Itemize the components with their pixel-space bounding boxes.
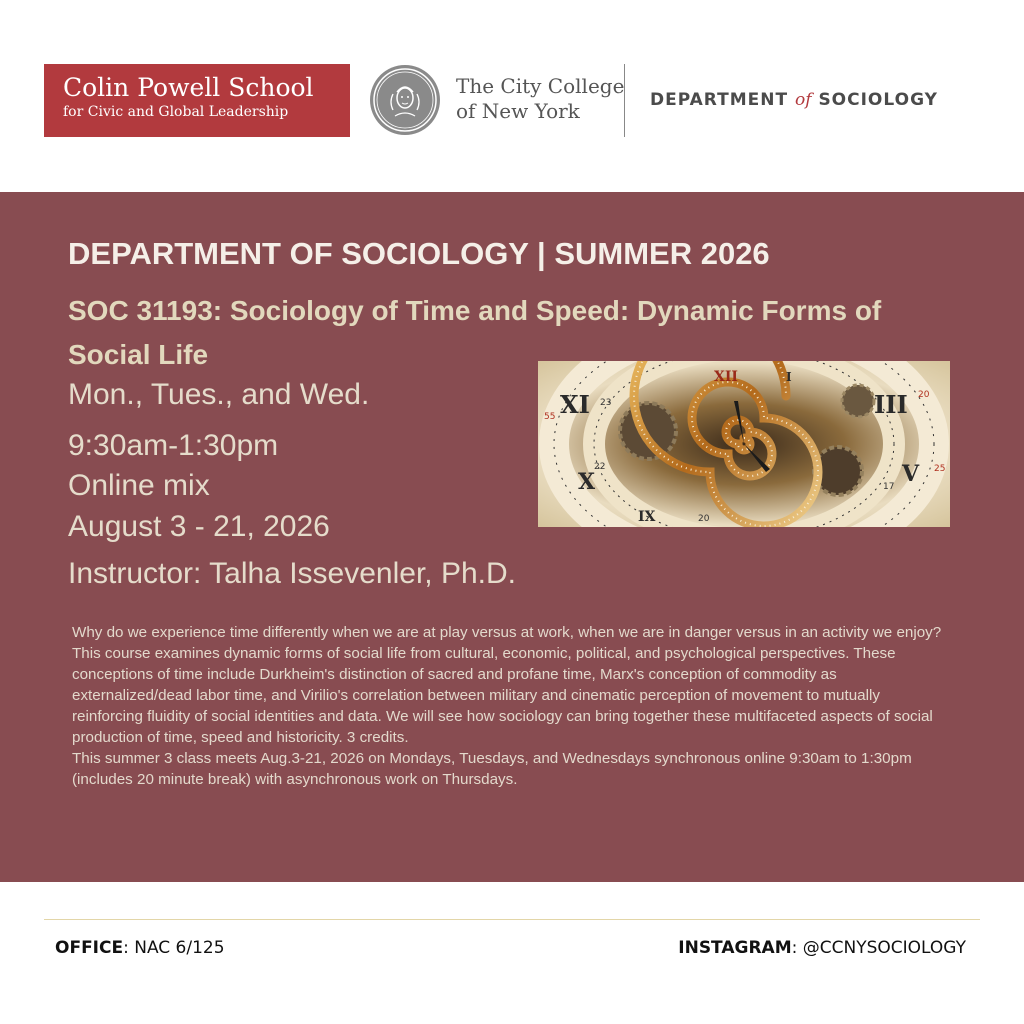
course-dates: August 3 - 21, 2026 [68, 510, 330, 543]
course-panel [0, 192, 1024, 882]
header-divider [624, 64, 625, 137]
ccny-seal-icon [369, 64, 441, 136]
office-value: : NAC 6/125 [123, 938, 225, 958]
spiral-clock-image [538, 361, 950, 527]
svg-text:55: 55 [544, 412, 556, 422]
svg-text:20: 20 [698, 514, 710, 524]
office-label: OFFICE [55, 938, 124, 958]
instagram-label: INSTAGRAM [678, 938, 792, 958]
svg-text:V: V [902, 461, 920, 487]
colin-powell-school-logo [44, 64, 350, 137]
panel-heading: DEPARTMENT OF SOCIOLOGY | SUMMER 2026 [68, 236, 770, 271]
course-time: 9:30am-1:30pm [68, 429, 279, 462]
svg-text:III: III [874, 390, 908, 419]
department-connector: of [794, 90, 812, 110]
instagram-handle: : @CCNYSOCIOLOGY [791, 938, 966, 958]
course-days: Mon., Tues., and Wed. [68, 378, 370, 411]
description-paragraph-1: Why do we experience time differently when we are at play versus at work, when we are in danger versus in an activity we enjoy? This course examines dynamic forms of social life from cultural, economic, political, and psychological perspectives. These conceptions of time include Durkheim's distinction of sacred and profane time, Marx's conception of commodity as externalized/dead labor time, and Virilio's correlation between military and cinematic perception of movement to mutually reinforcing fluidity of social identities and data. We will see how sociology can bring together these multifaceted aspects of social production of time, speed and historicity. 3 credits. [72, 624, 942, 746]
svg-text:23: 23 [600, 398, 612, 408]
footer-rule [44, 919, 980, 920]
svg-text:17: 17 [883, 482, 895, 492]
school-logo-subtitle: for Civic and Global Leadership [63, 104, 289, 120]
svg-text:22: 22 [594, 462, 606, 472]
svg-text:I: I [786, 370, 792, 384]
course-instructor: Instructor: Talha Issevenler, Ph.D. [68, 557, 516, 590]
svg-text:XI: XI [560, 390, 590, 419]
ccny-wordmark [456, 74, 624, 124]
svg-text:X: X [578, 469, 596, 495]
office-info [55, 938, 225, 958]
svg-text:XII: XII [714, 369, 738, 385]
description-paragraph-2: This summer 3 class meets Aug.3-21, 2026 on Mondays, Tuesdays, and Wednesdays synchronous online 9:30am to 1:30pm (includes 20 minute break) with asynchronous work on Thursdays. [72, 750, 912, 788]
course-mode: Online mix [68, 469, 210, 502]
svg-text:25: 25 [934, 464, 946, 474]
ccny-line-1: The City College [456, 74, 625, 98]
instagram-info [678, 938, 966, 958]
department-prefix: DEPARTMENT [650, 90, 789, 110]
ccny-line-2: of New York [456, 99, 580, 123]
svg-text:20: 20 [918, 390, 930, 400]
course-description [72, 622, 952, 790]
school-logo-title: Colin Powell School [63, 73, 314, 102]
department-suffix: SOCIOLOGY [818, 90, 938, 110]
department-wordmark [650, 90, 938, 110]
svg-text:IX: IX [638, 509, 656, 525]
course-title: SOC 31193: Sociology of Time and Speed: Dynamic Forms of Social Life [68, 295, 882, 370]
